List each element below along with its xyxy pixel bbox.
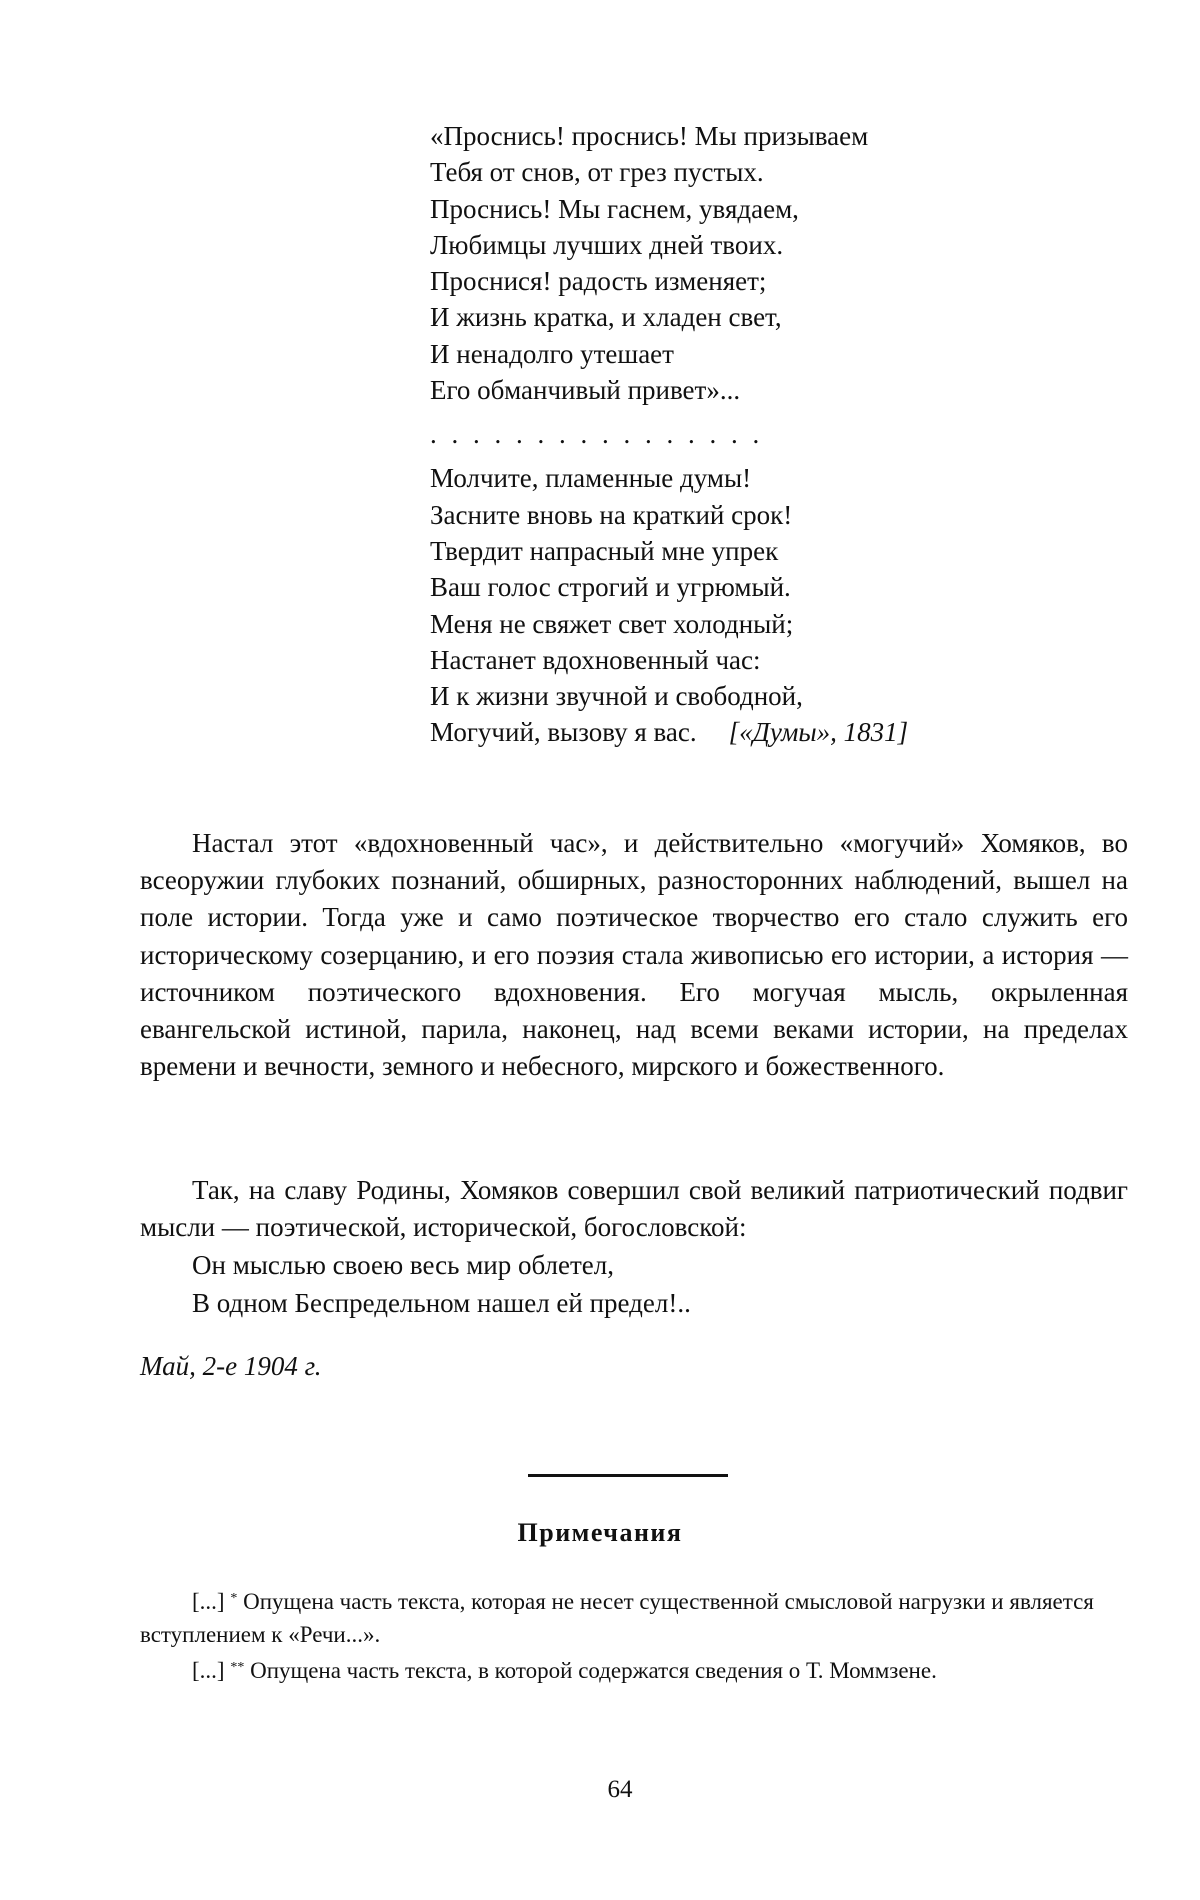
poem-citation: [«Думы», 1831] xyxy=(728,717,909,748)
poem-line: Молчите, пламенные думы! xyxy=(430,463,752,494)
poem-line: Твердит напрасный мне упрек xyxy=(430,535,779,566)
poem-line: Настанет вдохновенный час: xyxy=(430,644,761,675)
poem-line: «Проснись! проснись! Мы призываем xyxy=(430,121,869,151)
verse-line: Он мыслью своею весь мир облетел, xyxy=(192,1250,615,1280)
note-asterisk: ** xyxy=(230,1660,245,1675)
poem-line: Его обманчивый привет»... xyxy=(430,375,741,406)
poem-line: И к жизни звучной и свободной, xyxy=(430,681,803,712)
inline-verse xyxy=(192,1247,691,1322)
section-divider xyxy=(528,1474,728,1477)
note-text: Опущена часть текста, которая не несет существенной смысловой нагрузки и является вступлением к «Речи...». xyxy=(140,1589,1094,1647)
note-marker: [...] xyxy=(192,1658,225,1683)
prose-paragraph-2 xyxy=(140,1172,1128,1246)
poem-line: И жизнь кратка, и хладен свет, xyxy=(430,302,782,333)
poem-line: И ненадолго утешает xyxy=(430,338,674,369)
page-number: 64 xyxy=(607,1776,633,1803)
poem-line: Ваш голос строгий и угрюмый. xyxy=(430,572,791,603)
poem-line: Меня не свяжет свет холодный; xyxy=(430,608,794,639)
note-asterisk: * xyxy=(230,1591,238,1606)
poem-line: Тебя от снов, от грез пустых. xyxy=(430,157,764,188)
verse-line: В одном Беспредельном нашел ей предел!.. xyxy=(192,1287,691,1318)
poem-last-line xyxy=(430,714,990,750)
notes-list xyxy=(140,1582,1126,1687)
note-item xyxy=(140,1582,1126,1651)
paragraph-text: Так, на славу Родины, Хомяков совершил свой великий патриотический подвиг мысли — поэтической, исторической, богословской: xyxy=(140,1175,1128,1243)
date-signature: Май, 2-е 1904 г. xyxy=(140,1351,322,1381)
note-text: Опущена часть текста, в которой содержатся сведения о Т. Моммзене. xyxy=(250,1658,937,1683)
paragraph-text: Настал этот «вдохновенный час», и действительно «могучий» Хомяков, во всеоружии глубоких познаний, обширных, разносторонних наблюдений, вышел на поле истории. Тогда уже и само поэтическое творчество его стало служить его историческому созерцанию, и его поэзия стала живописью его истории, а история — источником поэтического вдохновения. Его могучая мысль, окрыленная евангельской истиной, парила, наконец, над всеми веками истории, на пределах времени и вечности, земного и небесного, мирского и божественного. xyxy=(140,828,1128,1082)
poem-omission-dots: . . . . . . . . . . . . . . . . xyxy=(430,419,764,450)
poem-line-text: Могучий, вызову я вас. xyxy=(430,717,697,748)
notes-heading: Примечания xyxy=(517,1518,683,1547)
note-marker: [...] xyxy=(192,1589,225,1614)
poem-line: Засните вновь на краткий срок! xyxy=(430,499,793,530)
poem-line: Проснися! радость изменяет; xyxy=(430,266,767,297)
poem-line: Проснись! Мы гаснем, увядаем, xyxy=(430,193,799,224)
poem-line: Любимцы лучших дней твоих. xyxy=(430,229,784,260)
poem-block xyxy=(430,118,990,751)
prose-paragraph-1 xyxy=(140,825,1128,1085)
note-item xyxy=(140,1651,1126,1687)
